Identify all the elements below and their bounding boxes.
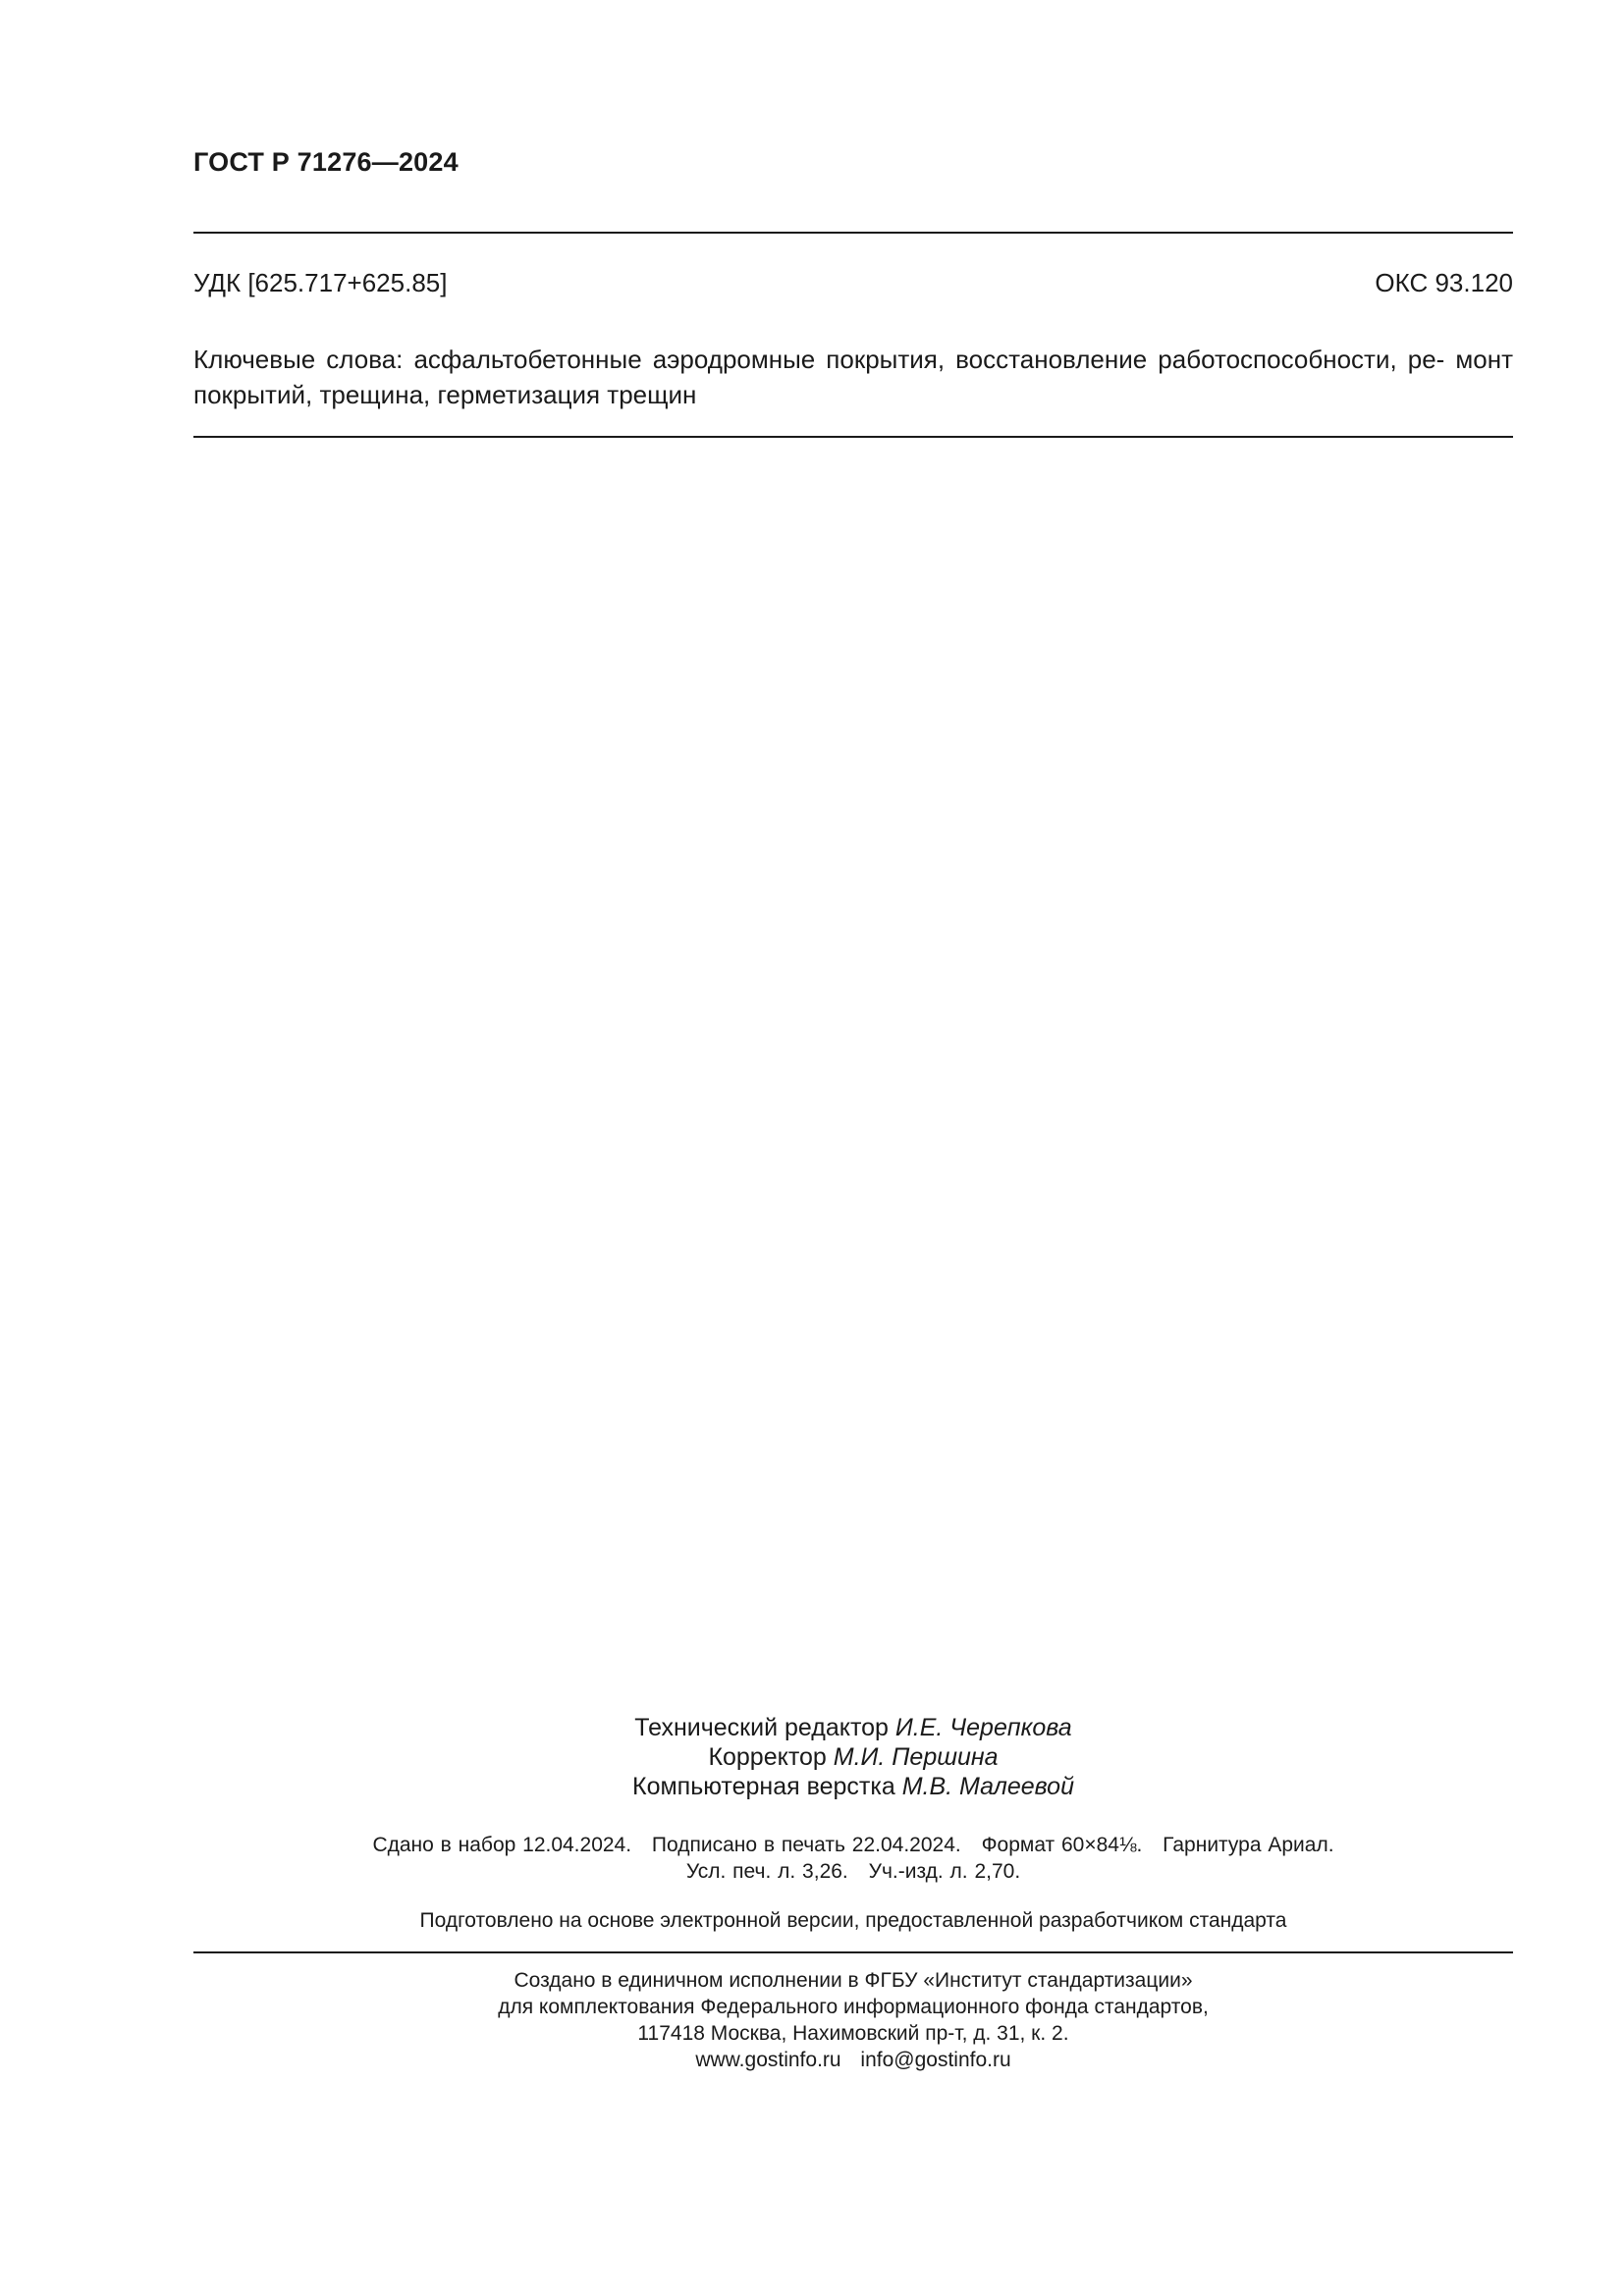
publisher-contacts <box>193 2047 1513 2073</box>
document-code: ГОСТ Р 71276—2024 <box>193 147 459 177</box>
paper-format: Формат 60×84⅛. <box>981 1834 1143 1856</box>
tech-editor-name: И.Е. Черепкова <box>894 1714 1072 1741</box>
publisher-line-2: для комплектования Федерального информационного фонда стандартов, <box>498 1996 1209 2018</box>
prepared-note: Подготовлено на основе электронной версии, предоставленной разработчиком стандарта <box>419 1909 1287 1932</box>
layout-line <box>193 1772 1513 1801</box>
print-sheets: Усл. печ. л. 3,26. <box>685 1860 848 1883</box>
layout-role: Компьютерная верстка <box>632 1773 895 1800</box>
udk-code: УДК [625.717+625.85] <box>193 268 448 297</box>
editorial-staff <box>193 1713 1513 1801</box>
publisher-address: 117418 Москва, Нахимовский пр-т, д. 31, к. 2. <box>637 2022 1069 2045</box>
print-info <box>193 1832 1513 1885</box>
corrector-role: Корректор <box>708 1743 827 1771</box>
publisher-line-1: Создано в единичном исполнении в ФГБУ «Институт стандартизации» <box>514 1969 1193 1992</box>
corrector-line <box>193 1742 1513 1772</box>
tech-editor-role: Технический редактор <box>634 1714 889 1741</box>
bottom-divider <box>193 1951 1513 1953</box>
print-info-line-2 <box>193 1858 1513 1885</box>
tech-editor-line <box>193 1713 1513 1742</box>
top-divider <box>193 232 1513 234</box>
publisher-info <box>193 1967 1513 2073</box>
layout-name: М.В. Малеевой <box>901 1773 1074 1800</box>
publisher-sheets: Уч.-изд. л. 2,70. <box>868 1860 1021 1883</box>
oks-code: ОКС 93.120 <box>1375 268 1513 297</box>
keywords-paragraph: Ключевые слова: асфальтобетонные аэродромные покрытия, восстановление работоспособности, ре- монт покрытий, трещина, герметизация трещин <box>193 345 1513 409</box>
signed-date: Подписано в печать 22.04.2024. <box>651 1834 961 1856</box>
print-info-line-1 <box>193 1832 1513 1858</box>
website-link[interactable]: www.gostinfo.ru <box>695 2049 841 2071</box>
corrector-name: М.И. Першина <box>833 1743 999 1771</box>
keywords-divider <box>193 436 1513 438</box>
submitted-date: Сдано в набор 12.04.2024. <box>372 1834 632 1856</box>
email-link[interactable]: info@gostinfo.ru <box>860 2049 1011 2071</box>
typeface: Гарнитура Ариал. <box>1163 1834 1334 1856</box>
